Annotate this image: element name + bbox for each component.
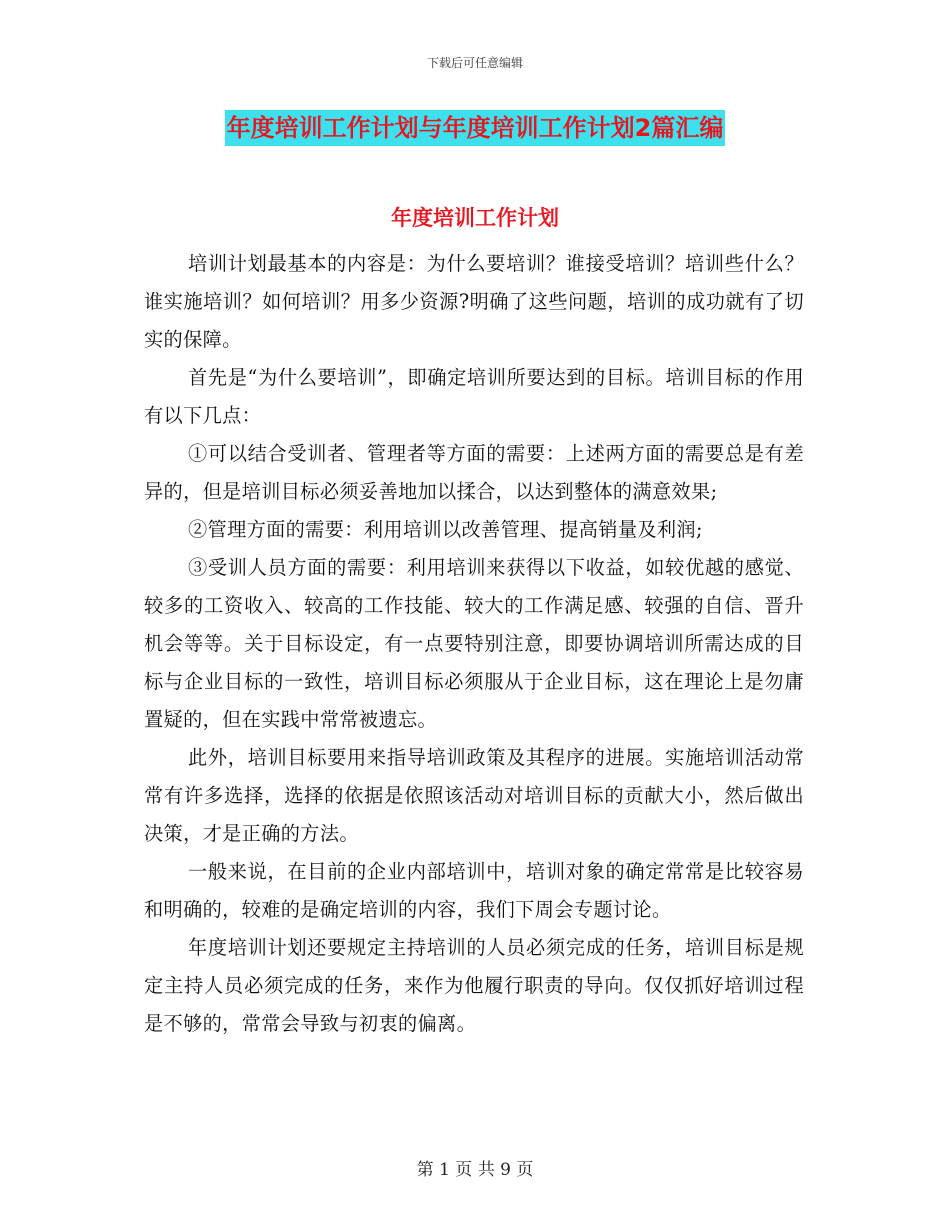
document-title <box>0 110 950 146</box>
paragraph: ③受训人员方面的需要：利用培训来获得以下收益，如较优越的感觉、较多的工资收入、较高的工作技能、较大的工作满足感、较强的自信、晋升机会等等。关于目标设定，有一点要特别注意，即要协调培训所需达成的目标与企业目标的一致性，培训目标必须服从于企业目标，这在理论上是勿庸置疑的，但在实践中常常被遗忘。 <box>144 556 804 731</box>
paragraph: 培训计划最基本的内容是：为什么要培训？谁接受培训？培训些什么？谁实施培训？如何培训？用多少资源?明确了这些问题，培训的成功就有了切实的保障。 <box>144 252 804 351</box>
paragraph: ①可以结合受训者、管理者等方面的需要：上述两方面的需要总是有差异的，但是培训目标必须妥善地加以揉合，以达到整体的满意效果; <box>144 442 804 503</box>
document-title-text: 年度培训工作计划与年度培训工作计划2篇汇编 <box>225 110 726 146</box>
paragraph: 此外，培训目标要用来指导培训政策及其程序的进展。实施培训活动常常有许多选择，选择的依据是依照该活动对培训目标的贡献大小，然后做出决策，才是正确的方法。 <box>144 746 804 845</box>
page-number-footer: 第 1 页 共 9 页 <box>416 1160 534 1180</box>
paragraph: ②管理方面的需要：利用培训以改善管理、提高销量及利润; <box>188 518 703 541</box>
section-title: 年度培训工作计划 <box>391 206 559 230</box>
header-note: 下载后可任意编辑 <box>426 56 523 70</box>
paragraph: 首先是“为什么要培训”，即确定培训所要达到的目标。培训目标的作用有以下几点： <box>144 366 804 427</box>
paragraph: 年度培训计划还要规定主持培训的人员必须完成的任务，培训目标是规定主持人员必须完成的任务，来作为他履行职责的导向。仅仅抓好培训过程是不够的，常常会导致与初衷的偏离。 <box>144 936 804 1035</box>
paragraph: 一般来说，在目前的企业内部培训中，培训对象的确定常常是比较容易和明确的，较难的是确定培训的内容，我们下周会专题讨论。 <box>144 860 804 921</box>
body-text <box>144 245 804 1043</box>
